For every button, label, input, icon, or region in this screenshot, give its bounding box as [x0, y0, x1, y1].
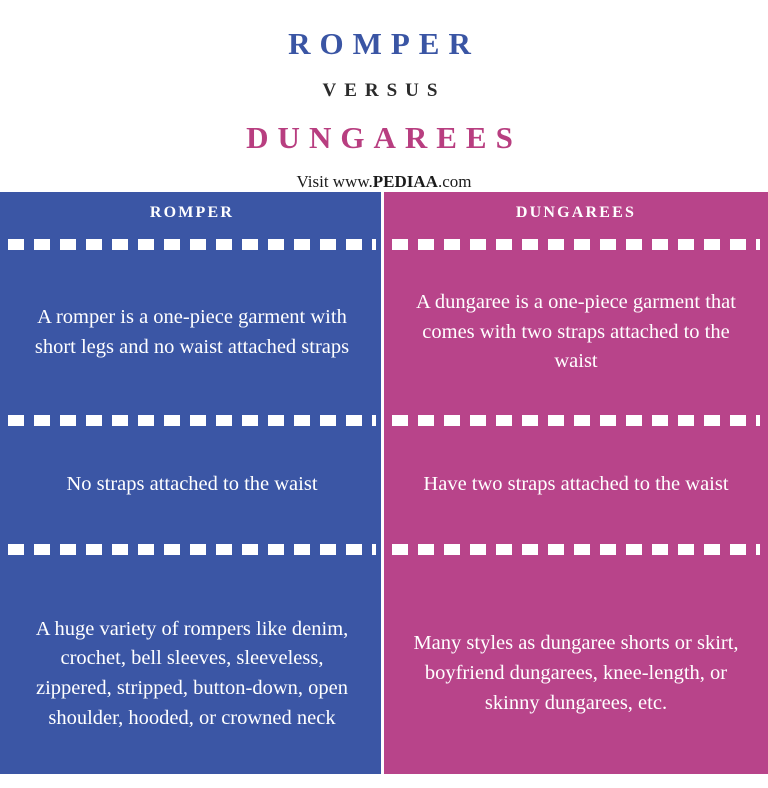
column-header-dungarees: DUNGAREES [515, 204, 637, 221]
dashed-divider [392, 544, 760, 555]
cell-text: Have two straps attached to the waist [423, 473, 729, 496]
table-row [384, 560, 768, 788]
cell-text: A huge variety of rompers like denim, crochet, bell sleeves, sleeveless, zippered, stripped, button-down, open shoulder, hooded, or crowned neck [35, 617, 349, 729]
cell-text: A romper is a one-piece garment with short legs and no waist attached straps [34, 305, 350, 358]
dashed-divider [392, 239, 760, 250]
column-header-romper: ROMPER [149, 204, 235, 221]
column-romper [0, 192, 384, 774]
dashed-divider [8, 239, 376, 250]
cell-text: Many styles as dungaree shorts or skirt, boyfriend dungarees, knee-length, or skinny dungarees, etc. [413, 632, 739, 714]
title-main: ROMPER [288, 26, 480, 61]
table-row [384, 255, 768, 410]
dashed-divider [8, 415, 376, 426]
table-row [0, 255, 384, 410]
dashed-divider [8, 544, 376, 555]
table-row [384, 431, 768, 539]
title-versus: VERSUS [322, 80, 446, 101]
dashed-divider [392, 415, 760, 426]
visit-suffix: .com [437, 172, 472, 191]
comparison-table [0, 192, 768, 774]
cell-text: No straps attached to the waist [66, 473, 318, 496]
column-dungarees [384, 192, 768, 774]
table-row [0, 560, 384, 788]
header [0, 0, 768, 192]
table-row [0, 431, 384, 539]
visit-line [0, 156, 768, 192]
visit-prefix: Visit www. [296, 172, 373, 191]
title-second: DUNGAREES [246, 120, 522, 155]
cell-text: A dungaree is a one-piece garment that comes with two straps attached to the waist [416, 290, 736, 373]
visit-brand: PEDIAA [372, 172, 438, 191]
